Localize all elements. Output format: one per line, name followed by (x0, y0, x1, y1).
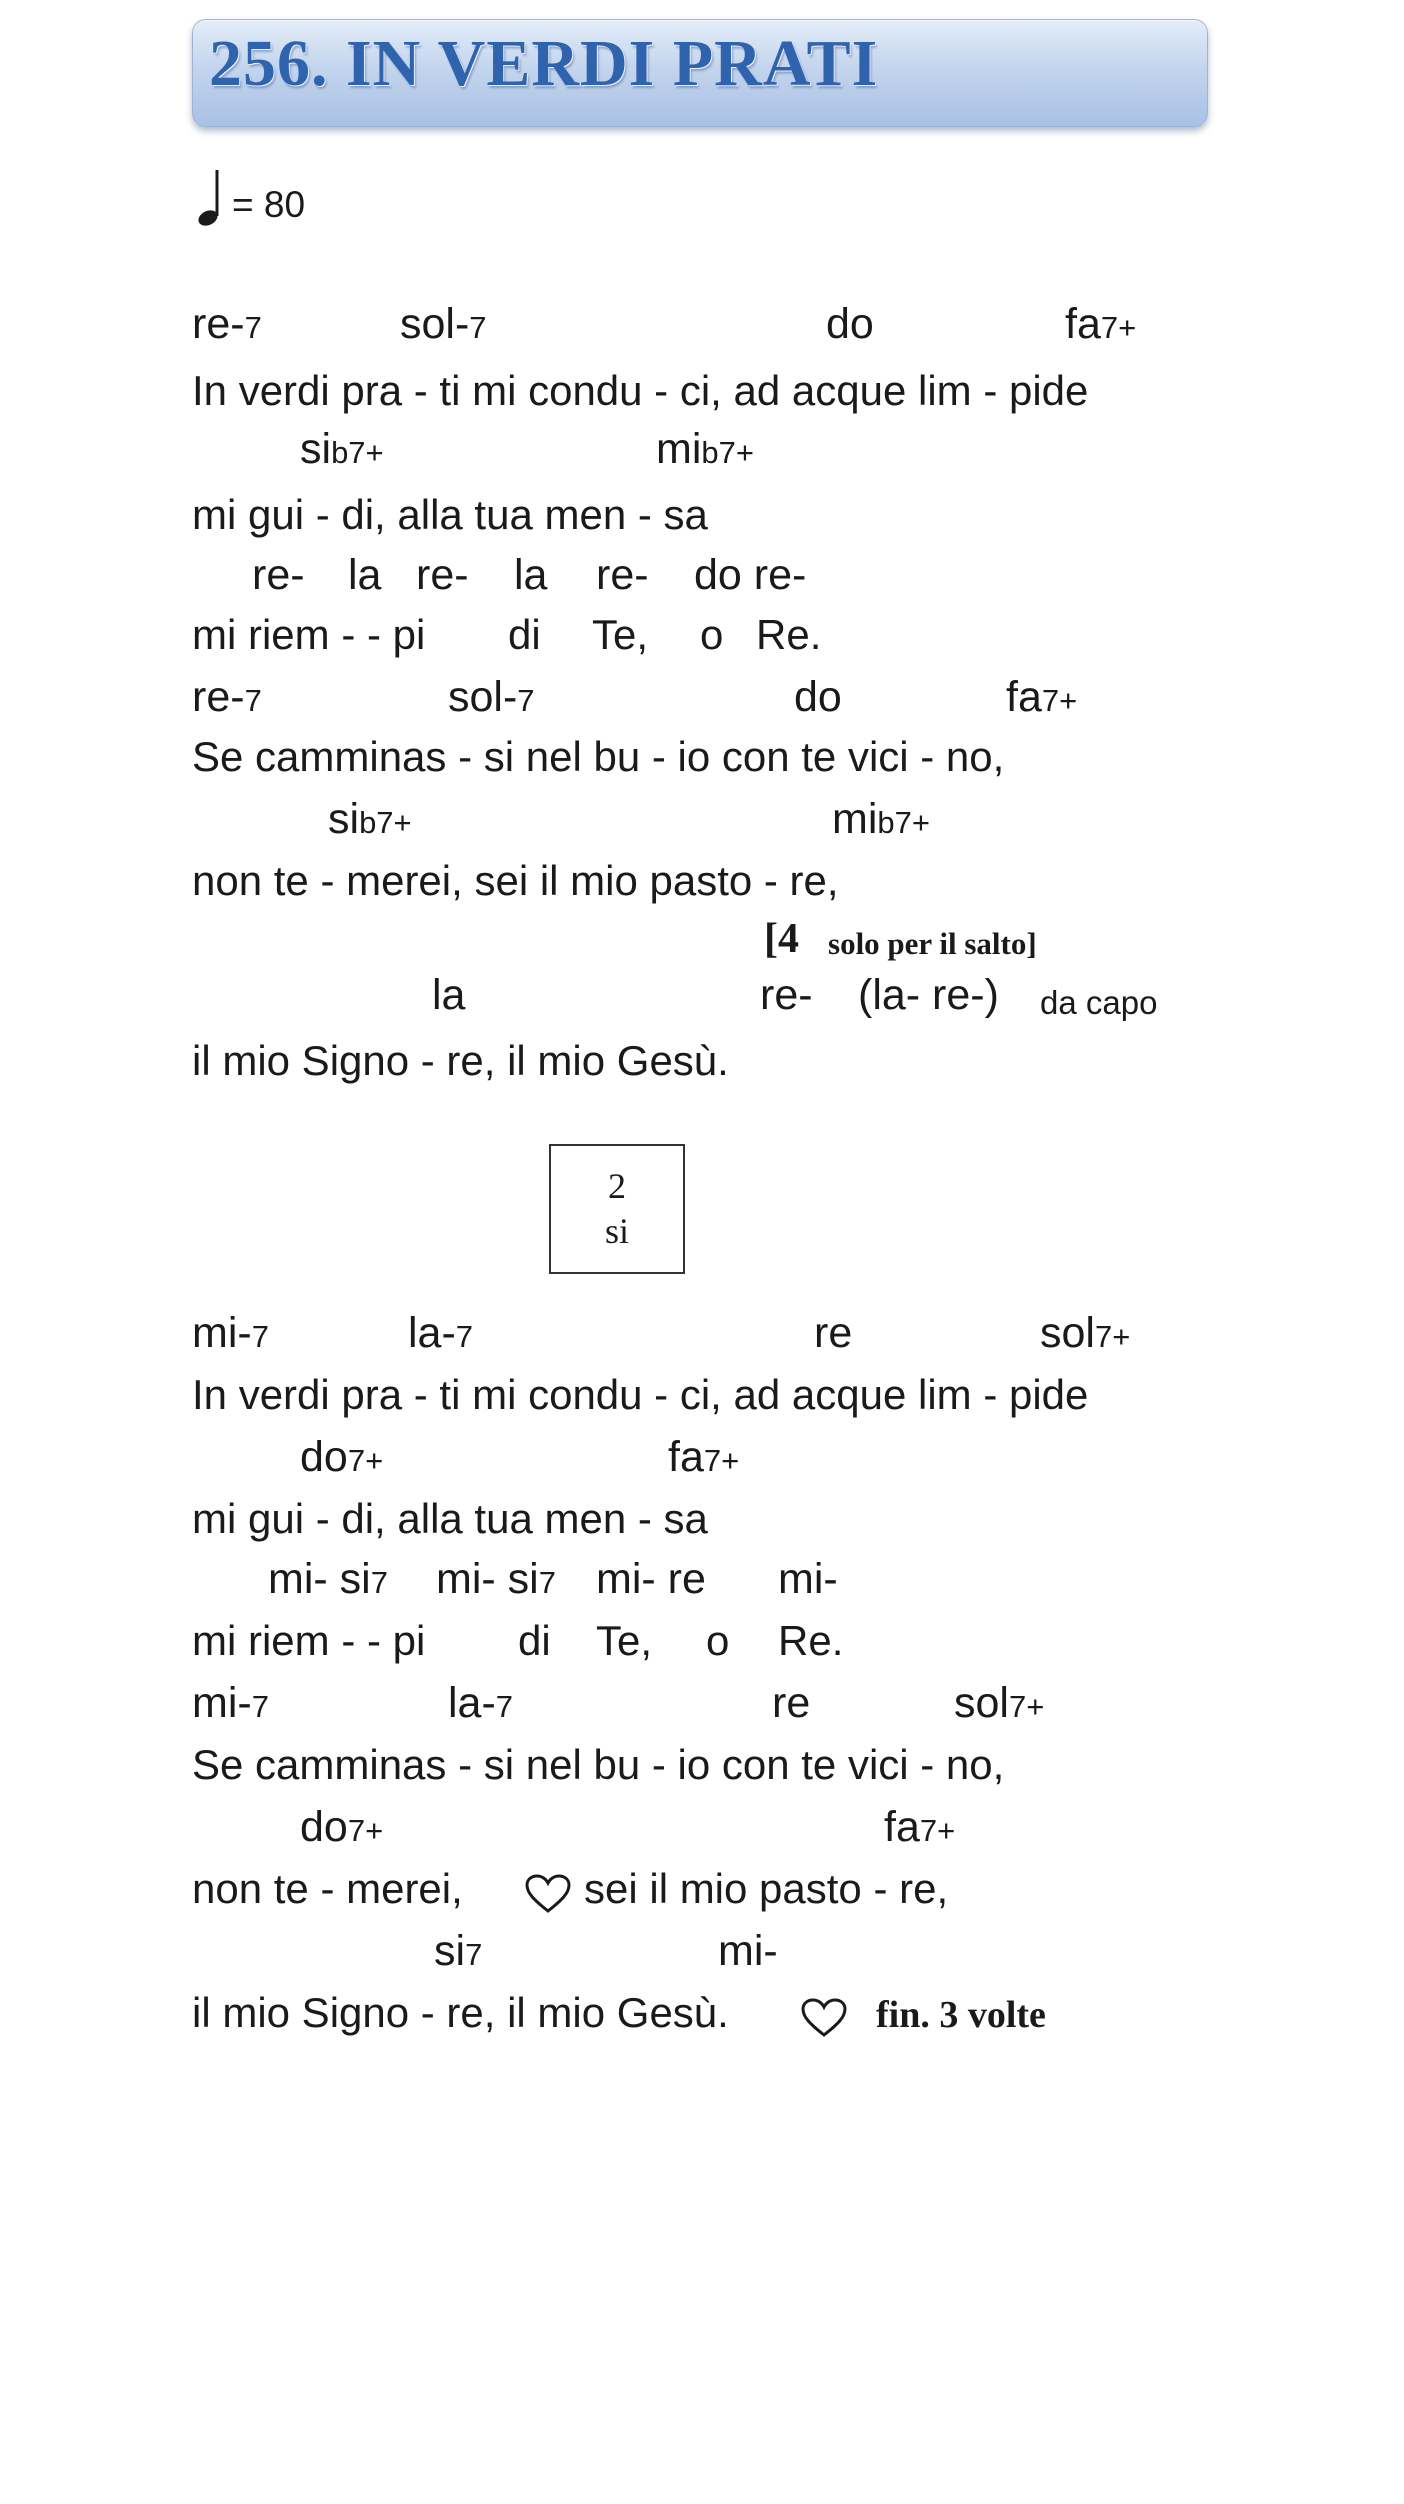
chord: re- (760, 971, 813, 1019)
lyric-line: Re. (778, 1617, 844, 1664)
chord: do7+ (300, 1433, 384, 1481)
lyric-line: di (508, 611, 541, 658)
quarter-note-icon (196, 168, 222, 226)
chord: la-7 (408, 1309, 474, 1357)
lyric-line: In verdi pra - ti mi condu - ci, ad acque lim - pide (192, 1371, 1089, 1418)
lyric-line: o (700, 611, 724, 658)
lyric-line: non te - merei, sei il mio pasto - re, (192, 857, 839, 904)
lyric-line: mi gui - di, alla tua men - sa (192, 1495, 708, 1542)
lyric-line: mi riem - - pi (192, 1617, 426, 1664)
repeat-note: solo per il salto] (828, 926, 1037, 961)
heart-outline-icon (524, 1874, 572, 1914)
chord: mi- si7 (268, 1555, 388, 1603)
song-title: 256. IN VERDI PRATI (209, 27, 879, 100)
tempo-value: = 80 (232, 184, 306, 225)
chord: sib7+ (300, 425, 384, 473)
key-box-number: 2 (608, 1166, 626, 1206)
da-capo-note: da capo (1040, 984, 1158, 1021)
chord: la (432, 971, 466, 1019)
lyric-line: di (518, 1617, 551, 1664)
chord: re- (416, 551, 469, 599)
chord: do re- (694, 551, 807, 599)
lyric-line: il mio Signo - re, il mio Gesù. (192, 1037, 729, 1084)
chord: sib7+ (328, 795, 412, 843)
chord: re-7 (192, 300, 262, 348)
lyric-line: mi riem - - pi (192, 611, 426, 658)
key-change-box (549, 1144, 685, 1274)
chord: fa7+ (1006, 673, 1078, 721)
chord: mi- (718, 1927, 778, 1975)
repeat-bracket: [4 (764, 916, 799, 962)
chord: mib7+ (832, 795, 930, 843)
end-note: fin. 3 volte (876, 1994, 1046, 2036)
lyric-line: Re. (756, 611, 822, 658)
lyric-line: sei il mio pasto - re, (584, 1865, 949, 1912)
chord: re- (252, 551, 305, 599)
chord: mi- (778, 1555, 838, 1603)
chord: la-7 (448, 1679, 514, 1727)
heart-outline-icon (800, 1998, 848, 2038)
chord: re (814, 1309, 853, 1357)
key-box-key: si (604, 1211, 629, 1251)
chord: fa7+ (884, 1803, 956, 1851)
chord: mi-7 (192, 1679, 269, 1727)
lyric-line: In verdi pra - ti mi condu - ci, ad acque lim - pide (192, 367, 1089, 414)
chord: re-7 (192, 673, 262, 721)
chord: sol-7 (400, 300, 487, 348)
chord: do (794, 673, 842, 721)
chord: la (348, 551, 382, 599)
lyric-line: o (706, 1617, 730, 1664)
lyric-line: Se camminas - si nel bu - io con te vici - no, (192, 733, 1005, 780)
chord: mi- re (596, 1555, 706, 1603)
chord: sol7+ (1040, 1309, 1131, 1357)
chord: re- (596, 551, 649, 599)
chord: fa7+ (668, 1433, 740, 1481)
lyric-line: mi gui - di, alla tua men - sa (192, 491, 708, 538)
chord: mi-7 (192, 1309, 269, 1357)
chord: mi- si7 (436, 1555, 556, 1603)
chord: la (514, 551, 548, 599)
title-banner (192, 19, 1208, 127)
chord: do7+ (300, 1803, 384, 1851)
chord: do (826, 300, 874, 348)
chord: mib7+ (656, 425, 754, 473)
chord: sol7+ (954, 1679, 1045, 1727)
chord: sol-7 (448, 673, 535, 721)
chord: fa7+ (1065, 300, 1137, 348)
lyric-line: non te - merei, (192, 1865, 463, 1912)
lyric-line: Te, (592, 611, 649, 658)
lyric-line: Te, (596, 1617, 653, 1664)
chord: si7 (434, 1927, 483, 1975)
lyric-line: il mio Signo - re, il mio Gesù. (192, 1989, 729, 2036)
chord: (la- re-) (858, 971, 999, 1019)
chord: re (772, 1679, 811, 1727)
lyric-line: Se camminas - si nel bu - io con te vici - no, (192, 1741, 1005, 1788)
